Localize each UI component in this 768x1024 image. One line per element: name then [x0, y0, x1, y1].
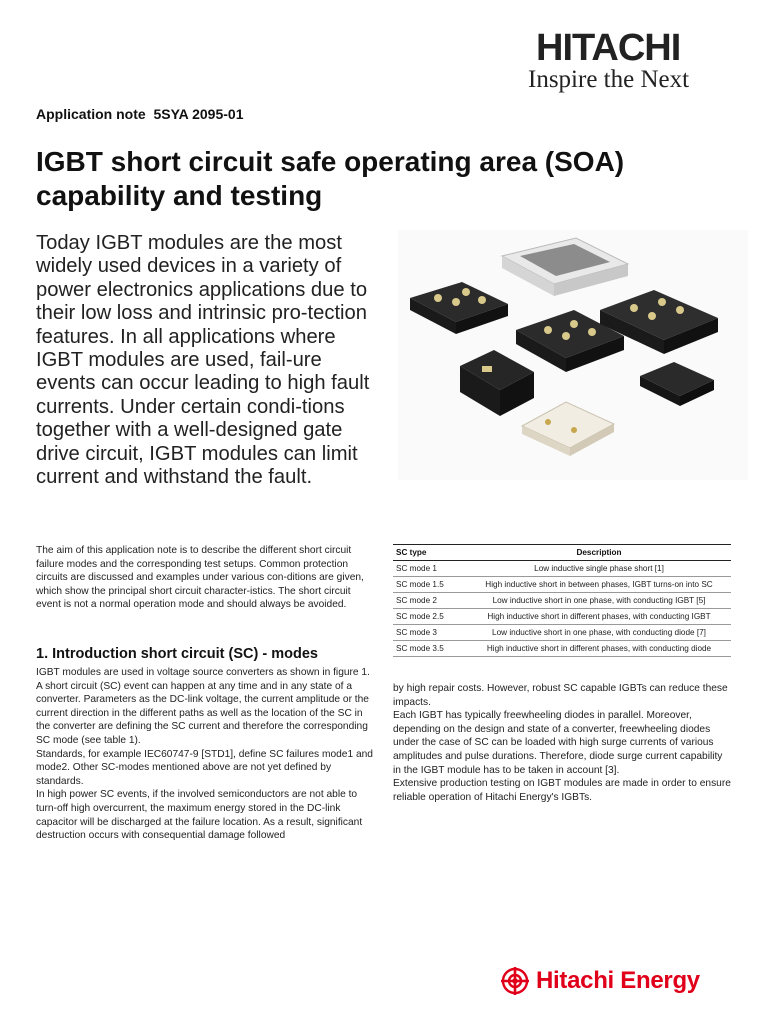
table-row [393, 593, 731, 609]
body-text-right-column: by high repair costs. However, robust SC capable IGBTs can reduce these impacts. Each IGBT has typically freewheeling diodes in parallel. Moreover, depending on the design and state of a converter, freewheeling diodes under the case of SC can be loaded with high surge currents of various amplitudes and pulse durations. Therefore, diode surge current capability in the IGBT module has to be taken in account [3]. Extensive production testing on IGBT modules are made in order to ensure reliable operation of Hitachi Energy's IGBTs. [393, 683, 731, 803]
description-cell: High inductive short in different phases, with conducting IGBT [467, 609, 731, 625]
table-row [393, 625, 731, 641]
table-header-row [393, 545, 731, 561]
description-cell: High inductive short in between phases, IGBT turns-on into SC [467, 577, 731, 593]
page-title: IGBT short circuit safe operating area (SOA) capability and testing [36, 146, 625, 211]
section-heading: 1. Introduction short circuit (SC) - modes [36, 646, 318, 662]
igbt-modules-photo [398, 230, 748, 480]
table-row [393, 577, 731, 593]
table-row [393, 641, 731, 657]
column-header-description: Description [467, 545, 731, 561]
hitachi-energy-logo [500, 965, 700, 997]
table-row [393, 609, 731, 625]
sc-type-cell: SC mode 1.5 [393, 577, 467, 593]
column-header-sc-type: SC type [393, 545, 467, 561]
body-text-left-column: IGBT modules are used in voltage source converters as shown in figure 1. A short circuit (SC) event can happen at any time and in any state of a converter. Parameters as the DC-link voltage, the current amplitude or the current direction in the different paths as well as the location of the SC in the converter are defining the SC current and therefore the corresponding SC mode (see table 1). Standards, for example IEC60747-9 [STD1], define SC failures mode1 and mode2. Other SC-modes mentioned above are not yet defined by standards. In high power SC events, if the involved semiconductors are not able to turn-off high overcurrent, the maximum energy stored in the DC-link capacitor will be discharged at the failure location. As a result, significant destruction occurs with consequential damage followed [36, 667, 373, 842]
hitachi-wordmark: HITACHI [536, 27, 681, 69]
description-cell: Low inductive short in one phase, with conducting IGBT [5] [467, 593, 731, 609]
sc-type-cell: SC mode 3.5 [393, 641, 467, 657]
hitachi-energy-emblem-icon [500, 966, 530, 996]
intro-paragraph: The aim of this application note is to describe the different short circuit failure modes and the corresponding test setups. Common protection circuits are discussed and examples under various con-ditions are given, which show the principal short circuit character-istics. The short circuit event is not a normal operation mode and should always be avoided. [36, 545, 364, 611]
sc-type-cell: SC mode 2.5 [393, 609, 467, 625]
hitachi-energy-wordmark: Hitachi Energy [536, 967, 700, 994]
sc-type-cell: SC mode 2 [393, 593, 467, 609]
sc-type-cell: SC mode 1 [393, 561, 467, 577]
description-cell: Low inductive single phase short [1] [467, 561, 731, 577]
description-cell: High inductive short in different phases, with conducting diode [467, 641, 731, 657]
lead-paragraph: Today IGBT modules are the most widely used devices in a variety of power electronics applications due to their low loss and intrinsic pro-tection features. In all applications where IGBT modules are used, fail-ure events can occur leading to high fault currents. Under certain condi-tions together with a well-designed gate drive circuit, IGBT modules can limit current and withstand the fault. [36, 232, 370, 489]
brand-tagline: Inspire the Next [528, 66, 690, 93]
description-cell: Low inductive short in one phase, with conducting diode [7] [467, 625, 731, 641]
application-note-id: Application note 5SYA 2095-01 [36, 106, 244, 122]
sc-modes-table [393, 544, 731, 657]
sc-type-cell: SC mode 3 [393, 625, 467, 641]
table-row [393, 561, 731, 577]
